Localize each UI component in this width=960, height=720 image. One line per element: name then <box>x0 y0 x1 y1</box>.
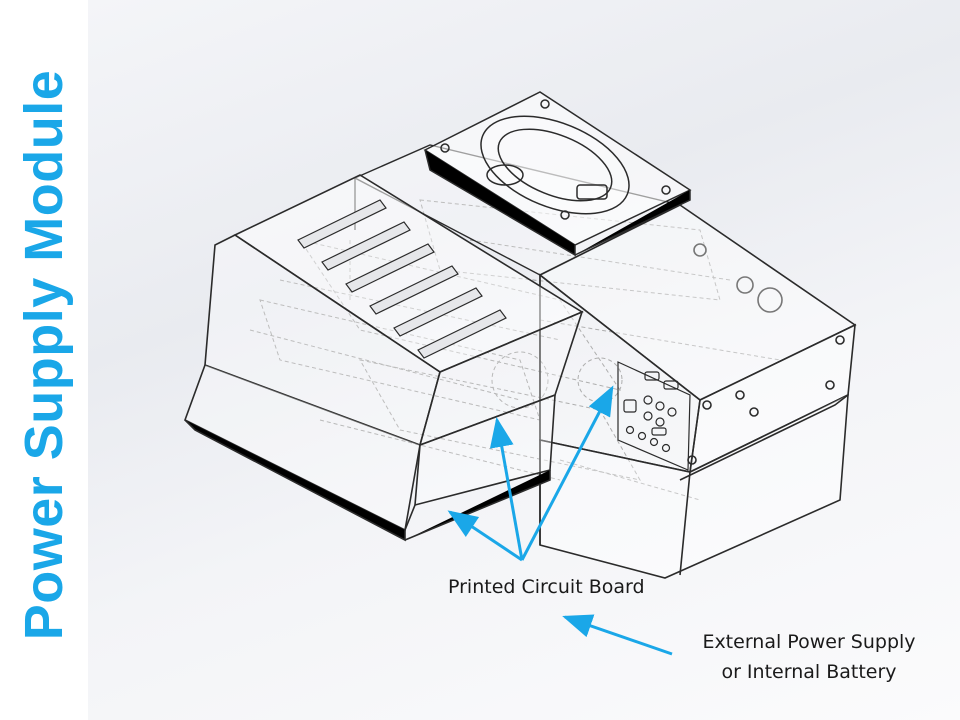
slide-title: Power Supply Module <box>14 69 74 641</box>
external-supply-label-line1: External Power Supply <box>702 631 916 653</box>
external-supply-label-line2: or Internal Battery <box>721 661 897 683</box>
arrow-external <box>565 617 672 654</box>
pcb-label: Printed Circuit Board <box>448 576 645 598</box>
arrow-pcb-1 <box>450 512 522 560</box>
